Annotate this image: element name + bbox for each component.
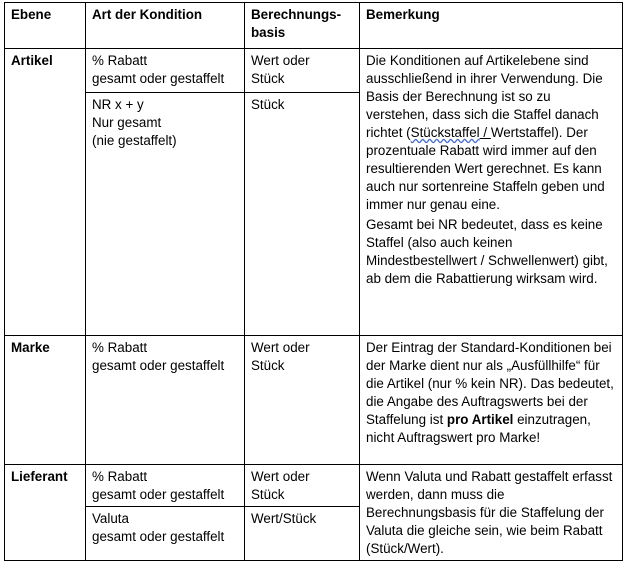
lieferant-type-2-line1: Valuta	[92, 511, 129, 526]
lieferant-type-1	[86, 465, 245, 507]
artikel-basis-1	[245, 49, 360, 93]
artikel-remark-p1-text: Die Konditionen auf Artikelebene sind ausschließend in ihrer Verwendung. Die Basis der Berechnung ist so zu verstehen, dass sich die Staffel danach richtet (	[366, 53, 603, 140]
marke-remark-text2: einzutragen, nicht Auftragswert pro Marke!	[366, 412, 591, 445]
lieferant-type-2-line2: gesamt oder gestaffelt	[92, 529, 225, 544]
header-basis-line1: Berechnungs-	[251, 7, 342, 22]
lieferant-basis-2: Wert/Stück	[245, 507, 360, 561]
marke-basis	[245, 336, 360, 465]
lieferant-remark: Wenn Valuta und Rabatt gestaffelt erfasst werden, dann muss die Berechnungsbasis für die Staffelung der Valuta die gleiche sein, wie beim Rabatt (Stück/Wert).	[360, 465, 623, 561]
artikel-remark-p2: Gesamt bei NR bedeutet, dass es keine Staffel (also auch keinen Mindestbestellwert / Schwellenwert) gibt, ab dem die Rabattierung wirksam wird.	[366, 217, 608, 286]
level-artikel: Artikel	[5, 49, 86, 336]
header-condition-type: Art der Kondition	[86, 3, 245, 49]
conditions-table	[4, 2, 623, 561]
lieferant-type-2	[86, 507, 245, 561]
lieferant-type-1-line2: gesamt oder gestaffelt	[92, 487, 225, 502]
header-basis-line2: basis	[251, 25, 286, 40]
artikel-type-1	[86, 49, 245, 93]
marke-remark-text1: Der Eintrag der Standard-Konditionen bei der Marke dient nur als „Ausfüllhilfe“ für die Artikel (nur % kein NR). Das bedeutet, die Angabe des Auftragswerts bei der Staffelung ist	[366, 340, 614, 427]
artikel-remark-p1	[366, 52, 615, 214]
artikel-type-2-line1: NR x + y	[92, 97, 144, 112]
stueckstaffel-link: Stückstaffel	[410, 125, 480, 140]
level-marke: Marke	[5, 336, 86, 465]
table-row-lieferant-1	[5, 465, 623, 507]
header-level: Ebene	[5, 3, 86, 49]
header-calculation-basis	[245, 3, 360, 49]
artikel-type-1-line1: % Rabatt	[92, 53, 148, 68]
marke-basis-line2: Stück	[251, 358, 285, 373]
marke-type-line1: % Rabatt	[92, 340, 148, 355]
lieferant-type-1-line1: % Rabatt	[92, 469, 148, 484]
artikel-basis-2: Stück	[245, 93, 360, 336]
table-row-marke	[5, 336, 623, 465]
lieferant-basis-1	[245, 465, 360, 507]
artikel-type-2	[86, 93, 245, 336]
artikel-type-2-line3: (nie gestaffelt)	[92, 133, 177, 148]
artikel-remark	[360, 49, 623, 336]
table-row-artikel-1	[5, 49, 623, 93]
lieferant-basis-1-line2: Stück	[251, 487, 285, 502]
artikel-remark-p1-text2: Wertstaffel). Der prozentuale Rabatt wird immer auf den resultierenden Wert gerechnet. Es kann auch nur sortenreine Staffeln geben und immer nur genau eine.	[366, 125, 605, 212]
marke-remark	[360, 336, 623, 465]
marke-type-line2: gesamt oder gestaffelt	[92, 358, 225, 373]
remark-separator: /	[479, 125, 491, 140]
artikel-type-2-line2: Nur gesamt	[92, 115, 162, 130]
header-remark: Bemerkung	[360, 3, 623, 49]
marke-remark-bold: pro Artikel	[446, 412, 514, 427]
lieferant-basis-1-line1: Wert oder	[251, 469, 310, 484]
artikel-basis-1-line1: Wert oder	[251, 53, 310, 68]
artikel-basis-1-line2: Stück	[251, 71, 285, 86]
marke-type	[86, 336, 245, 465]
header-row	[5, 3, 623, 49]
artikel-type-1-line2: gesamt oder gestaffelt	[92, 71, 225, 86]
marke-basis-line1: Wert oder	[251, 340, 310, 355]
level-lieferant: Lieferant	[5, 465, 86, 561]
